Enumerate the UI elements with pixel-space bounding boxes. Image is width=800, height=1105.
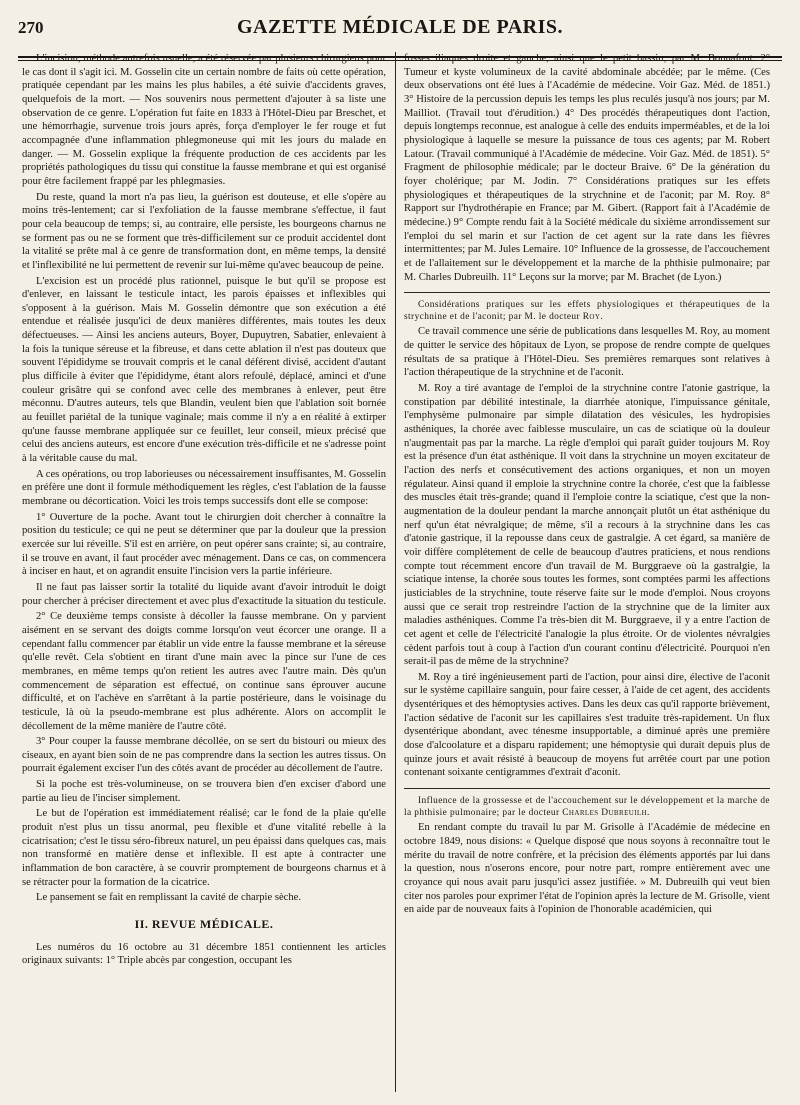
left-column: [22, 52, 386, 1092]
article-heading-text: Influence de la grossesse et de l'accouchement sur le développement et la marche de la phthisie pulmonaire; par le docteur: [404, 796, 770, 819]
paragraph: 2° Ce deuxième temps consiste à décoller la fausse membrane. On y parvient aisément en se servant des doigts comme lorsqu'on veut écorcer une orange. Il a cependant fallu commencer par établir un vide entre la fausse membrane et la séreuse qu'elle revêt. Cela s'obtient en tirant d'une main avec la pince sur l'une de ces membranes, en même temps qu'on retient les autres avec l'autre main. Dès qu'un commencement de séparation est effectué, on continue sans éprouver aucune difficulté, et on l'achève en s'arrêtant à la partie postérieure, dans le voisinage du testicule, là où la pseudo-membrane est plus adhérente. Alors on accomplit le décollement de la même manière de l'autre côté.: [22, 611, 386, 732]
page-number: 270: [18, 18, 44, 37]
paragraph: 3° Pour couper la fausse membrane décollée, on se sert du bistouri ou mieux des ciseaux, en ayant bien soin de ne pas comprendre dans la section les autres tissus. On pourrait également exciser l'un des côtés avant de procéder au décollement de l'autre.: [22, 736, 386, 775]
column-divider: [395, 52, 396, 1092]
article-author: Roy.: [582, 312, 604, 323]
right-column: [404, 52, 770, 1092]
section-separator: [404, 788, 770, 789]
paragraph: 1° Ouverture de la poche. Avant tout le chirurgien doit chercher à connaître la position du testicule; ce qui ne peut se déterminer que par la douleur que la pression exercée sur lui réveille. S'il est en arrière, on peut opérer sans crainte; si, au contraire, il se trouve en avant, il faut procéder avec ménagement. Dans ce cas, on commencera à inciser en haut, et on agrandit ensuite l'incision vers la partie inférieure.: [22, 511, 386, 578]
section-title: II. REVUE MÉDICALE.: [134, 917, 274, 932]
article-heading: [404, 299, 770, 323]
paragraph: Le pansement se fait en remplissant la cavité de charpie sèche.: [36, 892, 302, 904]
journal-title: GAZETTE MÉDICALE DE PARIS.: [236, 16, 564, 38]
paragraph: L'incision, méthode autrefois usuelle, a été réservée par plusieurs chirurgiens pour le cas dont il s'agit ici. M. Gosselin cite un certain nombre de faits où cette opération, pratiquée cependant par les mains les plus habiles, a été suivie d'accidents graves, quelquefois de la mort. — Nos souvenirs nous permettent d'ajouter à sa liste une observation de ce genre. L'opération fut faite en 1833 à l'Hôtel-Dieu par Breschet, et une hémorrhagie, survenue trois jours après, força d'employer le fer rouge et fut accompagnée d'une inflammation phlegmoneuse qui mit les jours du malade en danger. — M. Gosselin explique la fréquente production de ces accidents par les propriétés pathologiques du tissu qui constitue la fausse membrane et qui est organisé pour être facilement frappé par les phlegmasies.: [22, 53, 386, 187]
section-separator: [404, 292, 770, 293]
paragraph: Il ne faut pas laisser sortir la totalité du liquide avant d'avoir introduit le doigt pour chercher à préciser directement et avec plus d'exactitude la situation du testicule.: [22, 581, 386, 607]
paragraph: fosses iliaques droite et gauche, ainsi que le petit bassin; par M. Bonnafont. 2° Tumeur et kyste volumineux de la cavité abdominale abcédée; par le même. (Ces deux observations ont été lues à l'Académie de médecine. Voir Gaz. Méd. de 1851.) 3° Histoire de la percussion depuis les temps les plus reculés jusqu'à nos jours; par M. Mailliot. (Travail tout d'érudition.) 4° Des procédés thérapeutiques dont l'action, depuis longtemps reconnue, est analogue à celle des enduits imperméables, et de la loi physiologique à laquelle se mesure la puissance de tous ces agents; par M. Robert Latour. (Travail communiqué à l'Académie de médecine. Voir Gaz. Méd. de 1851). 5° Fragment de philosophie médicale; par le docteur Braive. 6° De la génération du foyer cholérique; par M. Jodin. 7° Considérations pratiques sur les effets physiologiques et thérapeutiques de la strychnine et de l'aconit; par M. Roy. 8° Rapport sur l'hydrothérapie en France; par M. Gibert. (Rapport fait à l'Académie de médecine.) 9° Compte rendu fait à la Société médicale du sixième arrondissement sur l'emploi du sel marin et sur l'action de cet agent sur la rate dans les fièvres intermittentes; par M. Jules Lemaire. 10° Influence de la grossesse, de l'accouchement et de l'allaitement sur le développement et la marche de la phthisie pulmonaire; par M. Charles Dubreuilh. 11° Leçons sur la morve; par M. Brachet (de Lyon.): [404, 53, 770, 283]
paragraph: Du reste, quand la mort n'a pas lieu, la guérison est douteuse, et elle s'opère au moins très-lentement; car si l'exfoliation de la fausse membrane s'effectue, il faut pour cela beaucoup de temps; si, au contraire, elle persiste, les bourgeons charnus ne se forment pas ou ne se forment que très-difficilement sur ce produit accidentel dont la vitalité se prête mal à ce genre de transformation dont, en même temps, la densité et l'inflexibilité ne lui permettent de revenir sur lui-même qu'avec beaucoup de peine.: [22, 191, 386, 271]
article-heading-text: Considérations pratiques sur les effets physiologiques et thérapeutiques de la strychnine et de l'aconit; par M. le docteur: [404, 300, 770, 323]
paragraph: M. Roy a tiré ingénieusement parti de l'action, pour ainsi dire, élective de l'aconit sur le système capillaire sanguin, pour faire cesser, à l'aide de cet agent, des accidents dysentériques et des hémoptysies actives. Dans les deux cas qu'il rapporte brièvement, l'action sédative de l'aconit sur les capillaires s'est traduite très-rapidement. Un flux dysentérique abondant, avec ténesme insupportable, a diminué après une première dose d'alcoolature et a disparu rapidement; une hémoptysie qui durait depuis plus de quinze jours et avait résisté à beaucoup de moyens fut arrêtée court par une potion contenant soixante centigrammes d'extrait d'aconit.: [404, 671, 770, 779]
paragraph: Ce travail commence une série de publications dans lesquelles M. Roy, au moment de quitter le service des hôpitaux de Lyon, se propose de rendre compte de quelques résultats de sa pratique à l'Hôtel-Dieu. Ses premières remarques sont relatives à l'action thérapeutique de la strychnine et de l'aconit.: [404, 326, 770, 379]
paragraph: Les numéros du 16 octobre au 31 décembre 1851 contiennent les articles originaux suivants: 1° Triple abcès par congestion, occupant les: [22, 941, 386, 967]
paragraph: Le but de l'opération est immédiatement réalisé; car le fond de la plaie qu'elle produit n'est plus un tissu anormal, peu flexible et d'une vitalité rebelle à la cicatrisation; c'est le tissu séro-fibreux naturel, un peu épaissi dans quelques cas, mais non transformé en matière dense et inflexible. Il est apte à contracter une inflammation de bon caractère, à se couvrir promptement de bourgeons charnus et à se rétracter pour la formation de la cicatrice.: [22, 808, 386, 888]
paragraph: Si la poche est très-volumineuse, on se trouvera bien d'en exciser d'abord une partie au lieu de l'inciser simplement.: [22, 779, 386, 804]
paragraph: A ces opérations, ou trop laborieuses ou nécessairement insuffisantes, M. Gosselin en préfère une dont il formule méthodiquement les règles, c'est l'ablation de la fausse membrane ou décortication. Voici les trois temps successifs dont elle se compose:: [22, 468, 386, 507]
article-author: Charles Dubreuilh.: [562, 808, 650, 819]
paragraph: En rendant compte du travail lu par M. Grisolle à l'Académie de médecine en octobre 1849, nous disions: « Quelque disposé que nous soyons à reconnaître tout le mérite du travail de notre confrère, et la précision des éléments apportés par lui dans la question, nous n'oserons encore, pour notre part, rompre entièrement avec une croyance qui nous avait paru jusqu'ici assez justifiée. » M. Dubreuilh qui veut bien citer nos paroles pour exprimer l'état de l'opinion après la lecture de M. Grisolle, vient en aide par de nouveaux faits à l'opinion de l'honorable académicien, qui: [404, 822, 770, 916]
article-heading: [404, 795, 770, 819]
paragraph: M. Roy a tiré avantage de l'emploi de la strychnine contre l'atonie gastrique, la constipation par débilité intestinale, la diarrhée atonique, l'impuissance génitale, l'emphysème pulmonaire par simple dilatation des vésicules, les hydropisies asthéniques, la chorée avec faiblesse musculaire, un cas de sciatique où la douleur n'augmentait pas par la marche. La règle d'emploi qui paraît guider toujours M. Roy est la présence d'un état asthénique. Il voit dans la strychnine un moyen excitateur de l'action des nerfs et consécutivement des actions organiques, et non un moyen régulateur. Ainsi quand il emploie la strychnine contre la chorée, c'est que la faiblesse des muscles était très-grande; quand il l'emploie contre la sciatique, c'est que la non-augmentation de la douleur pendant la marche annonçait plutôt un état asthénique du nerf qu'un état névralgique; de même, s'il a recours à la strychnine dans les cas d'atonie gastrique, il la repousse dans ceux de gastralgie. A cet égard, sa manière de voir diffère complétement de celle de beaucoup d'autres praticiens, et nous rendions compte tout récemment encore d'un travail de M. Burggraeve où la gastralgie, la sciatique intense, la chorée sous toutes les formes, sont comptées parmi les affections justiciables de la strychnine, toute réserve faite sur le mode d'emploi. Nous croyons aussi que ce serait trop restreindre l'action de la strychnine que de la limiter aux maladies asthéniques. Comme l'a très-bien dit M. Burggraeve, il y a entre l'action de cet agent et celle de l'électricité l'analogie la plus étroite. Or de violentes névralgies cèdent parfois tout à coup à l'action d'un courant continu d'électricité. Pourquoi n'en serait-il pas de même de la strychnine?: [404, 383, 770, 668]
page-header: [0, 14, 800, 46]
paragraph: L'excision est un procédé plus rationnel, puisque le but qu'il se propose est d'enlever, en laissant le testicule intact, les parois épaisses et inflexibles qui s'opposent à la guérison. Mais M. Gosselin démontre que son exécution a été entendue et réalisée jusqu'ici de deux manières différentes, mais toutes les deux défectueuses. — Ainsi les anciens auteurs, Boyer, Dupuytren, Sabatier, enlevaient à la fois la tunique séreuse et la fibreuse, et dans cette ablation il n'est pas douteux que souvent l'épididyme se trouvait compris et le canal déférent divisé, accident d'autant plus difficile à éviter que l'épididyme, étant alors refoulé, déplacé, aminci et d'une couleur grisâtre qui se confond avec celle des membranes à enlever, peut être méconnu. D'autres auteurs, tels que Blandin, veulent bien que l'ablation soit bornée au feuillet pariétal de la tunique vaginale; mais comme il n'y a en réalité à extirper qu'une fausse membrane appliquée sur ce feuillet, leur conseil, mieux précisé que celui des anciens auteurs, est encore d'une exécution très-difficile et ne s'adresse point à la véritable cause du mal.: [22, 275, 386, 465]
